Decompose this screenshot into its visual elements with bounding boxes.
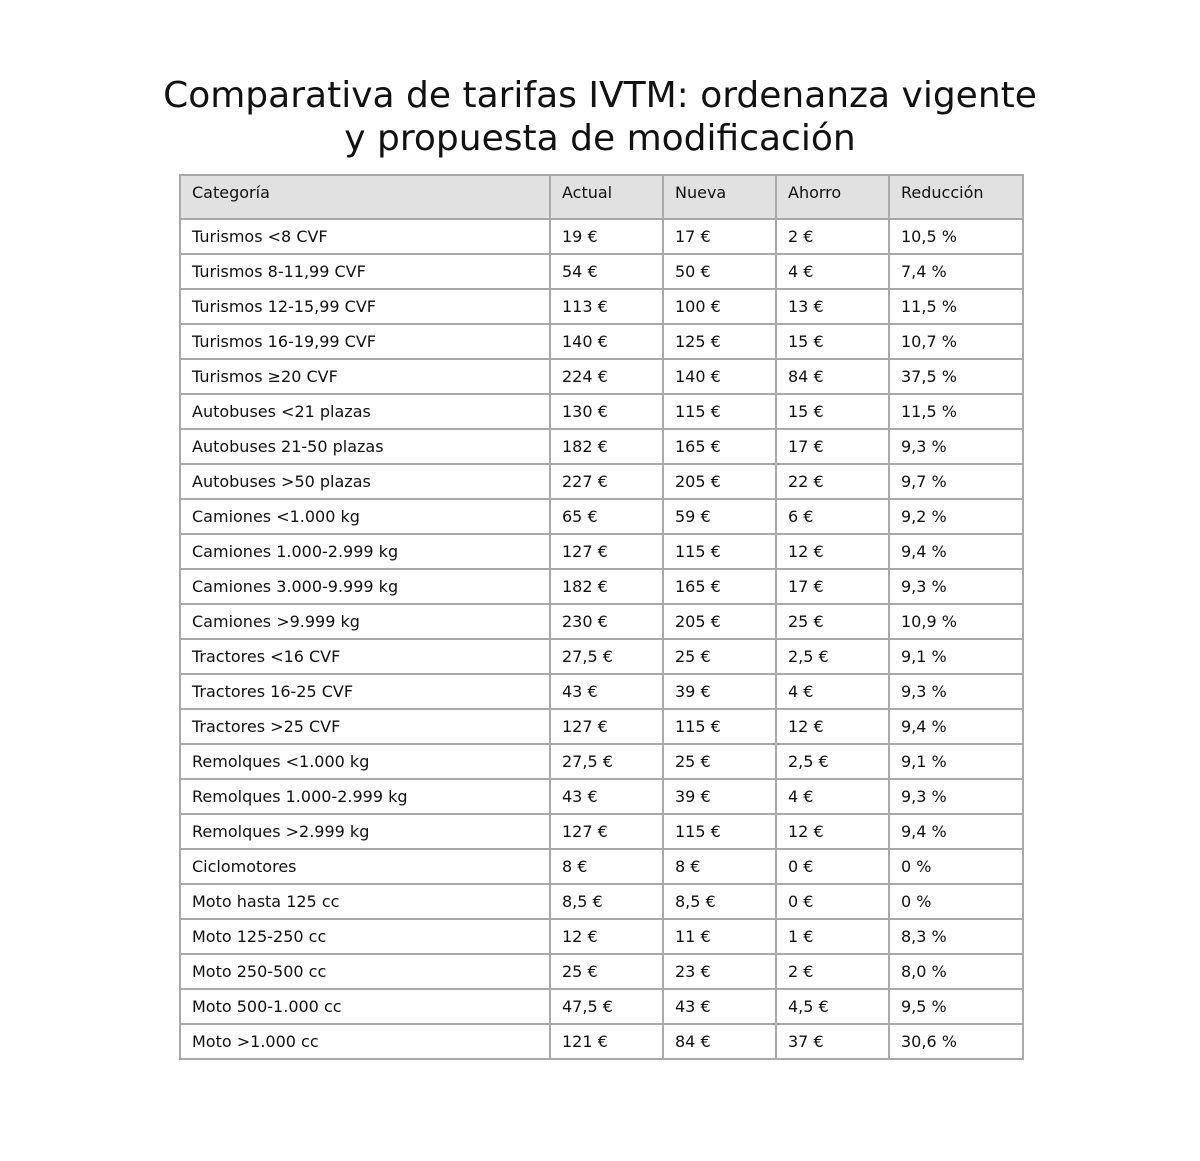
cell-categoria: Moto 125-250 cc <box>180 919 550 954</box>
header-row <box>180 175 1023 219</box>
cell-ahorro: 13 € <box>776 289 889 324</box>
tariff-comparison-table <box>179 174 1024 1060</box>
table-row <box>180 359 1023 394</box>
cell-ahorro: 4 € <box>776 674 889 709</box>
cell-nueva: 50 € <box>663 254 776 289</box>
cell-categoria: Autobuses <21 plazas <box>180 394 550 429</box>
table-row <box>180 254 1023 289</box>
cell-actual: 130 € <box>550 394 663 429</box>
cell-reduccion: 9,3 % <box>889 569 1023 604</box>
cell-actual: 12 € <box>550 919 663 954</box>
cell-nueva: 84 € <box>663 1024 776 1059</box>
cell-actual: 182 € <box>550 429 663 464</box>
cell-actual: 140 € <box>550 324 663 359</box>
table-row <box>180 394 1023 429</box>
cell-reduccion: 9,5 % <box>889 989 1023 1024</box>
cell-ahorro: 2 € <box>776 219 889 254</box>
cell-categoria: Ciclomotores <box>180 849 550 884</box>
header-nueva: Nueva <box>663 175 776 219</box>
cell-ahorro: 2,5 € <box>776 639 889 674</box>
table-row <box>180 989 1023 1024</box>
cell-nueva: 39 € <box>663 779 776 814</box>
cell-ahorro: 12 € <box>776 709 889 744</box>
cell-categoria: Camiones >9.999 kg <box>180 604 550 639</box>
cell-nueva: 17 € <box>663 219 776 254</box>
table-row <box>180 429 1023 464</box>
cell-reduccion: 8,0 % <box>889 954 1023 989</box>
cell-actual: 65 € <box>550 499 663 534</box>
cell-categoria: Autobuses >50 plazas <box>180 464 550 499</box>
cell-nueva: 115 € <box>663 394 776 429</box>
cell-categoria: Autobuses 21-50 plazas <box>180 429 550 464</box>
cell-reduccion: 9,3 % <box>889 674 1023 709</box>
cell-nueva: 25 € <box>663 744 776 779</box>
title-line-2: y propuesta de modificación <box>344 118 856 159</box>
cell-reduccion: 11,5 % <box>889 394 1023 429</box>
cell-nueva: 140 € <box>663 359 776 394</box>
cell-nueva: 115 € <box>663 709 776 744</box>
cell-ahorro: 6 € <box>776 499 889 534</box>
cell-nueva: 115 € <box>663 814 776 849</box>
cell-categoria: Camiones <1.000 kg <box>180 499 550 534</box>
cell-ahorro: 17 € <box>776 569 889 604</box>
cell-nueva: 23 € <box>663 954 776 989</box>
cell-reduccion: 0 % <box>889 849 1023 884</box>
cell-actual: 127 € <box>550 534 663 569</box>
cell-reduccion: 9,1 % <box>889 744 1023 779</box>
header-categoria: Categoría <box>180 175 550 219</box>
cell-ahorro: 2 € <box>776 954 889 989</box>
cell-nueva: 8,5 € <box>663 884 776 919</box>
cell-actual: 127 € <box>550 814 663 849</box>
table-row <box>180 779 1023 814</box>
cell-nueva: 100 € <box>663 289 776 324</box>
cell-reduccion: 9,3 % <box>889 779 1023 814</box>
cell-actual: 8,5 € <box>550 884 663 919</box>
cell-actual: 54 € <box>550 254 663 289</box>
cell-actual: 113 € <box>550 289 663 324</box>
cell-ahorro: 4 € <box>776 779 889 814</box>
cell-ahorro: 12 € <box>776 534 889 569</box>
cell-nueva: 59 € <box>663 499 776 534</box>
cell-actual: 224 € <box>550 359 663 394</box>
cell-reduccion: 9,7 % <box>889 464 1023 499</box>
table-body <box>180 219 1023 1059</box>
table-row <box>180 849 1023 884</box>
cell-reduccion: 10,9 % <box>889 604 1023 639</box>
cell-ahorro: 4,5 € <box>776 989 889 1024</box>
cell-ahorro: 0 € <box>776 849 889 884</box>
cell-actual: 43 € <box>550 779 663 814</box>
table-header <box>180 175 1023 219</box>
cell-nueva: 165 € <box>663 429 776 464</box>
cell-nueva: 125 € <box>663 324 776 359</box>
cell-nueva: 115 € <box>663 534 776 569</box>
table-row <box>180 954 1023 989</box>
cell-actual: 43 € <box>550 674 663 709</box>
cell-categoria: Moto hasta 125 cc <box>180 884 550 919</box>
cell-nueva: 25 € <box>663 639 776 674</box>
cell-actual: 19 € <box>550 219 663 254</box>
cell-categoria: Turismos <8 CVF <box>180 219 550 254</box>
cell-ahorro: 4 € <box>776 254 889 289</box>
cell-ahorro: 17 € <box>776 429 889 464</box>
cell-categoria: Remolques <1.000 kg <box>180 744 550 779</box>
cell-reduccion: 0 % <box>889 884 1023 919</box>
cell-categoria: Tractores >25 CVF <box>180 709 550 744</box>
cell-reduccion: 9,3 % <box>889 429 1023 464</box>
cell-actual: 27,5 € <box>550 639 663 674</box>
cell-nueva: 205 € <box>663 604 776 639</box>
cell-categoria: Turismos 8-11,99 CVF <box>180 254 550 289</box>
cell-categoria: Moto 500-1.000 cc <box>180 989 550 1024</box>
cell-ahorro: 0 € <box>776 884 889 919</box>
cell-reduccion: 9,1 % <box>889 639 1023 674</box>
cell-categoria: Turismos ≥20 CVF <box>180 359 550 394</box>
header-actual: Actual <box>550 175 663 219</box>
cell-ahorro: 2,5 € <box>776 744 889 779</box>
table-row <box>180 499 1023 534</box>
cell-reduccion: 10,5 % <box>889 219 1023 254</box>
cell-nueva: 11 € <box>663 919 776 954</box>
cell-ahorro: 12 € <box>776 814 889 849</box>
cell-categoria: Turismos 12-15,99 CVF <box>180 289 550 324</box>
cell-ahorro: 37 € <box>776 1024 889 1059</box>
cell-categoria: Tractores 16-25 CVF <box>180 674 550 709</box>
cell-actual: 227 € <box>550 464 663 499</box>
cell-categoria: Moto >1.000 cc <box>180 1024 550 1059</box>
cell-categoria: Remolques >2.999 kg <box>180 814 550 849</box>
table-row <box>180 464 1023 499</box>
cell-ahorro: 15 € <box>776 394 889 429</box>
cell-reduccion: 37,5 % <box>889 359 1023 394</box>
cell-categoria: Turismos 16-19,99 CVF <box>180 324 550 359</box>
cell-ahorro: 25 € <box>776 604 889 639</box>
table-row <box>180 324 1023 359</box>
cell-nueva: 39 € <box>663 674 776 709</box>
table-row <box>180 534 1023 569</box>
cell-reduccion: 9,4 % <box>889 709 1023 744</box>
cell-actual: 230 € <box>550 604 663 639</box>
table-row <box>180 1024 1023 1059</box>
cell-categoria: Camiones 1.000-2.999 kg <box>180 534 550 569</box>
cell-actual: 8 € <box>550 849 663 884</box>
table-row <box>180 219 1023 254</box>
cell-nueva: 8 € <box>663 849 776 884</box>
table-row <box>180 709 1023 744</box>
cell-categoria: Camiones 3.000-9.999 kg <box>180 569 550 604</box>
cell-nueva: 205 € <box>663 464 776 499</box>
table-row <box>180 674 1023 709</box>
cell-reduccion: 8,3 % <box>889 919 1023 954</box>
cell-nueva: 165 € <box>663 569 776 604</box>
cell-actual: 25 € <box>550 954 663 989</box>
table-row <box>180 289 1023 324</box>
table-row <box>180 919 1023 954</box>
cell-ahorro: 15 € <box>776 324 889 359</box>
cell-actual: 121 € <box>550 1024 663 1059</box>
cell-reduccion: 9,4 % <box>889 814 1023 849</box>
cell-ahorro: 1 € <box>776 919 889 954</box>
header-ahorro: Ahorro <box>776 175 889 219</box>
cell-ahorro: 22 € <box>776 464 889 499</box>
cell-nueva: 43 € <box>663 989 776 1024</box>
table-row <box>180 814 1023 849</box>
table-row <box>180 884 1023 919</box>
cell-actual: 27,5 € <box>550 744 663 779</box>
cell-reduccion: 10,7 % <box>889 324 1023 359</box>
cell-categoria: Remolques 1.000-2.999 kg <box>180 779 550 814</box>
cell-actual: 47,5 € <box>550 989 663 1024</box>
cell-actual: 182 € <box>550 569 663 604</box>
page-title <box>100 74 1100 160</box>
table-row <box>180 604 1023 639</box>
cell-reduccion: 9,2 % <box>889 499 1023 534</box>
cell-actual: 127 € <box>550 709 663 744</box>
cell-reduccion: 11,5 % <box>889 289 1023 324</box>
table-row <box>180 744 1023 779</box>
cell-reduccion: 7,4 % <box>889 254 1023 289</box>
cell-categoria: Moto 250-500 cc <box>180 954 550 989</box>
cell-categoria: Tractores <16 CVF <box>180 639 550 674</box>
cell-reduccion: 30,6 % <box>889 1024 1023 1059</box>
cell-ahorro: 84 € <box>776 359 889 394</box>
table-row <box>180 639 1023 674</box>
header-reduccion: Reducción <box>889 175 1023 219</box>
title-line-1: Comparativa de tarifas IVTM: ordenanza vigente <box>163 75 1037 116</box>
table-row <box>180 569 1023 604</box>
cell-reduccion: 9,4 % <box>889 534 1023 569</box>
